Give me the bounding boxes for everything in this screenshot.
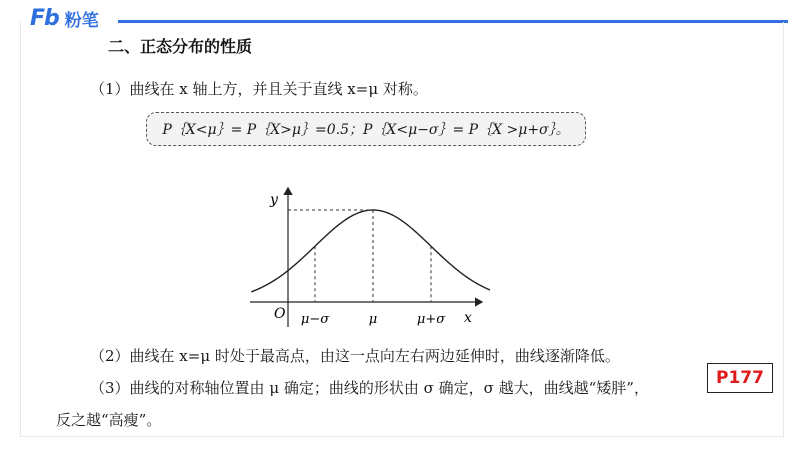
property-2-text: （2）曲线在 x=μ 时处于最高点，由这一点向左右两边延伸时，曲线逐渐降低。 (90, 347, 620, 365)
property-3-text: （3）曲线的对称轴位置由 μ 确定；曲线的形状由 σ 确定，σ 越大，曲线越“矮胖”， (90, 379, 649, 397)
page-number-badge: P177 (707, 363, 773, 393)
logo-mark: Fb (30, 6, 59, 31)
formula-box (146, 112, 586, 146)
property-1-text: （1）曲线在 x 轴上方，并且关于直线 x=μ 对称。 (90, 80, 428, 98)
normal-curve-chart (250, 182, 490, 332)
x-tick-label: μ (368, 312, 378, 327)
x-tick-label: μ+σ (416, 312, 446, 327)
x-tick-label: μ−σ (300, 312, 330, 327)
formula-text: P｛X<μ｝= P｛X>μ｝=0.5；P｛X<μ−σ｝= P｛X >μ+σ｝。 (162, 122, 570, 138)
y-axis-label: y (270, 192, 278, 208)
section-title: 二、正态分布的性质 (108, 37, 253, 56)
property-3-text-cont: 反之越“高瘦”。 (56, 411, 162, 429)
normal-curve (251, 210, 490, 292)
x-axis-label: x (464, 310, 472, 326)
origin-label: O (274, 306, 286, 322)
logo-text: 粉笔 (64, 11, 99, 31)
